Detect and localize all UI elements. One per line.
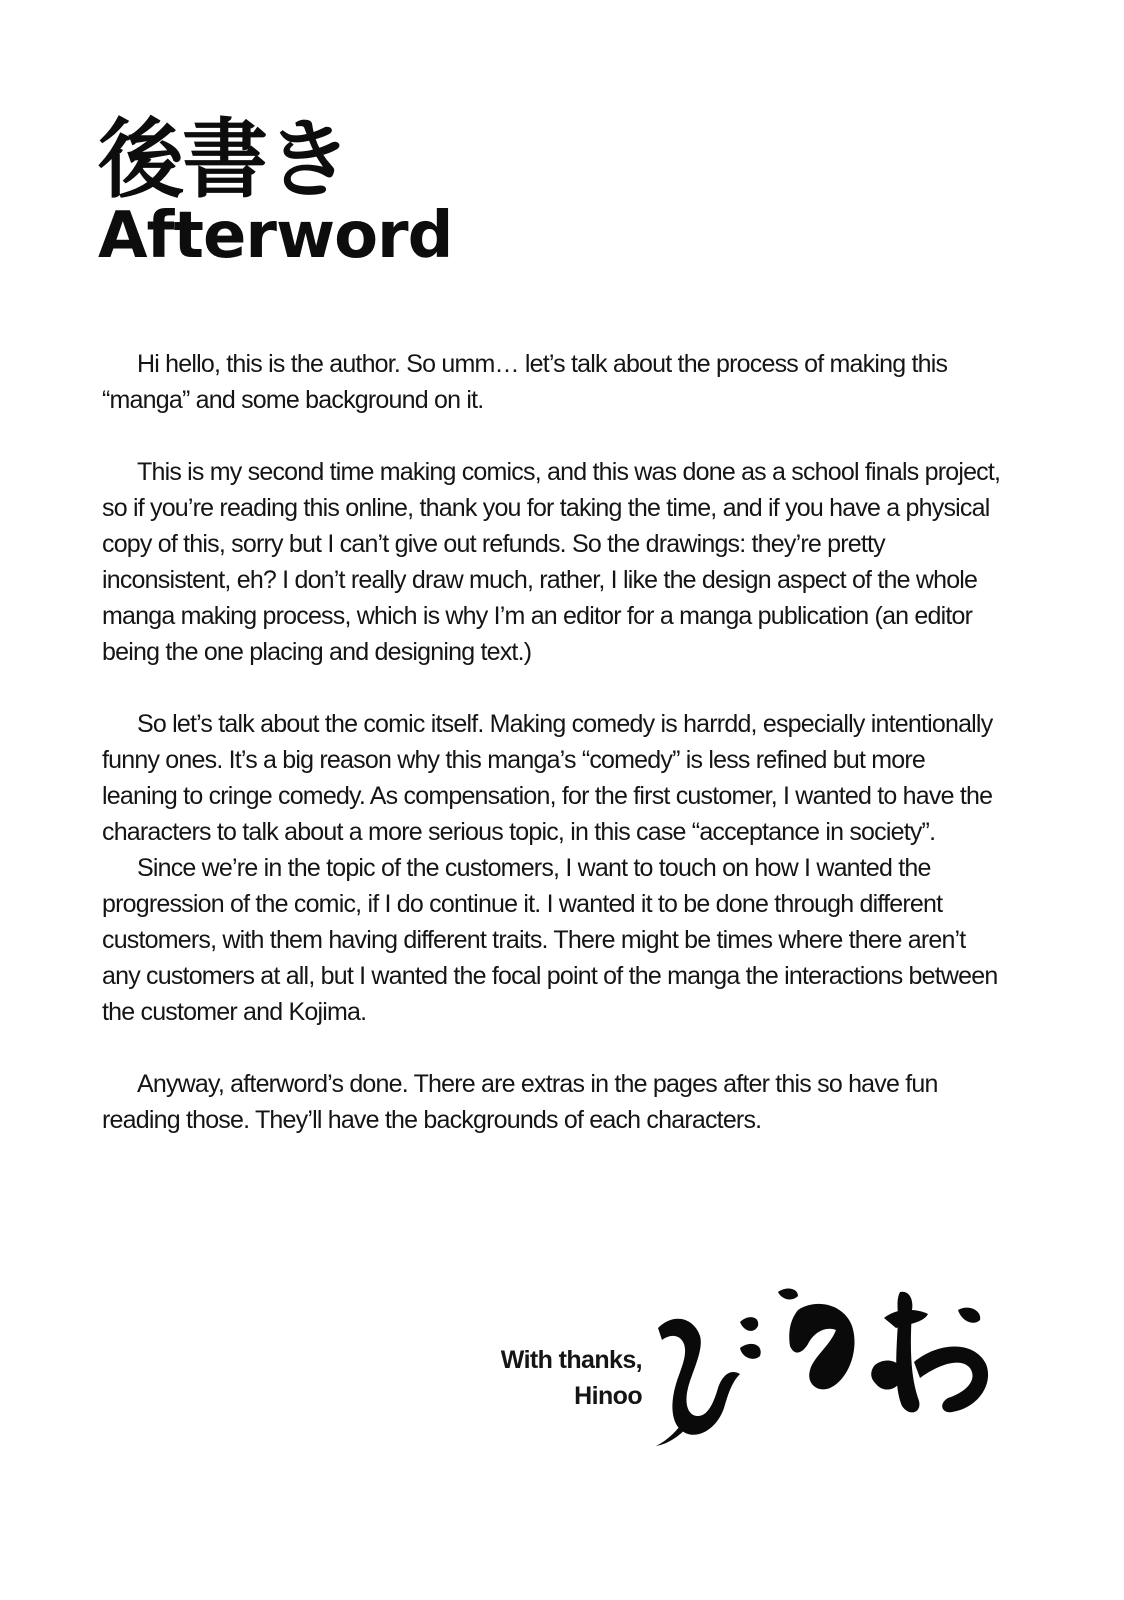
signoff-author-name: Hinoo [574,1382,642,1410]
afterword-body [102,346,1002,1138]
page-title-english: Afterword [98,199,453,273]
paragraph-process: This is my second time making comics, and this was done as a school finals project, so if you’re reading this online, thank you for taking the time, and if you have a physical copy of this, sorry but I can’t give out refunds. So the drawings: they’re pretty inconsistent, eh? I don’t really draw much, rather, I like the design aspect of the whole manga making process, which is why I’m an editor for a manga publication (an editor being the one placing and designing text.) [102,458,1001,666]
signoff-thanks: With thanks, [500,1346,642,1374]
paragraph-comedy: So let’s talk about the comic itself. Making comedy is harrdd, especially intentionally funny ones. It’s a big reason why this manga’s “comedy” is less refined but more leaning to cringe comedy. As compensation, for the first customer, I wanted to have the characters to talk about a more serious topic, in this case “acceptance in society”. [102,710,993,846]
paragraph-intro: Hi hello, this is the author. So umm… let’s talk about the process of making this “manga” and some background on it. [102,350,948,414]
page-title-japanese: 後書き [98,110,350,210]
paragraph-customers: Since we’re in the topic of the customers, I want to touch on how I wanted the progression of the comic, if I do continue it. I wanted it to be done through different customers, with them having different traits. There might be times where there aren’t any customers at all, but I wanted the focal point of the manga the interactions between the customer and Kojima. [102,854,998,1026]
brush-signature [648,1270,998,1450]
signoff [470,1342,642,1414]
paragraph-closing: Anyway, afterword’s done. There are extras in the pages after this so have fun reading those. They’ll have the backgrounds of each characters. [102,1070,938,1134]
